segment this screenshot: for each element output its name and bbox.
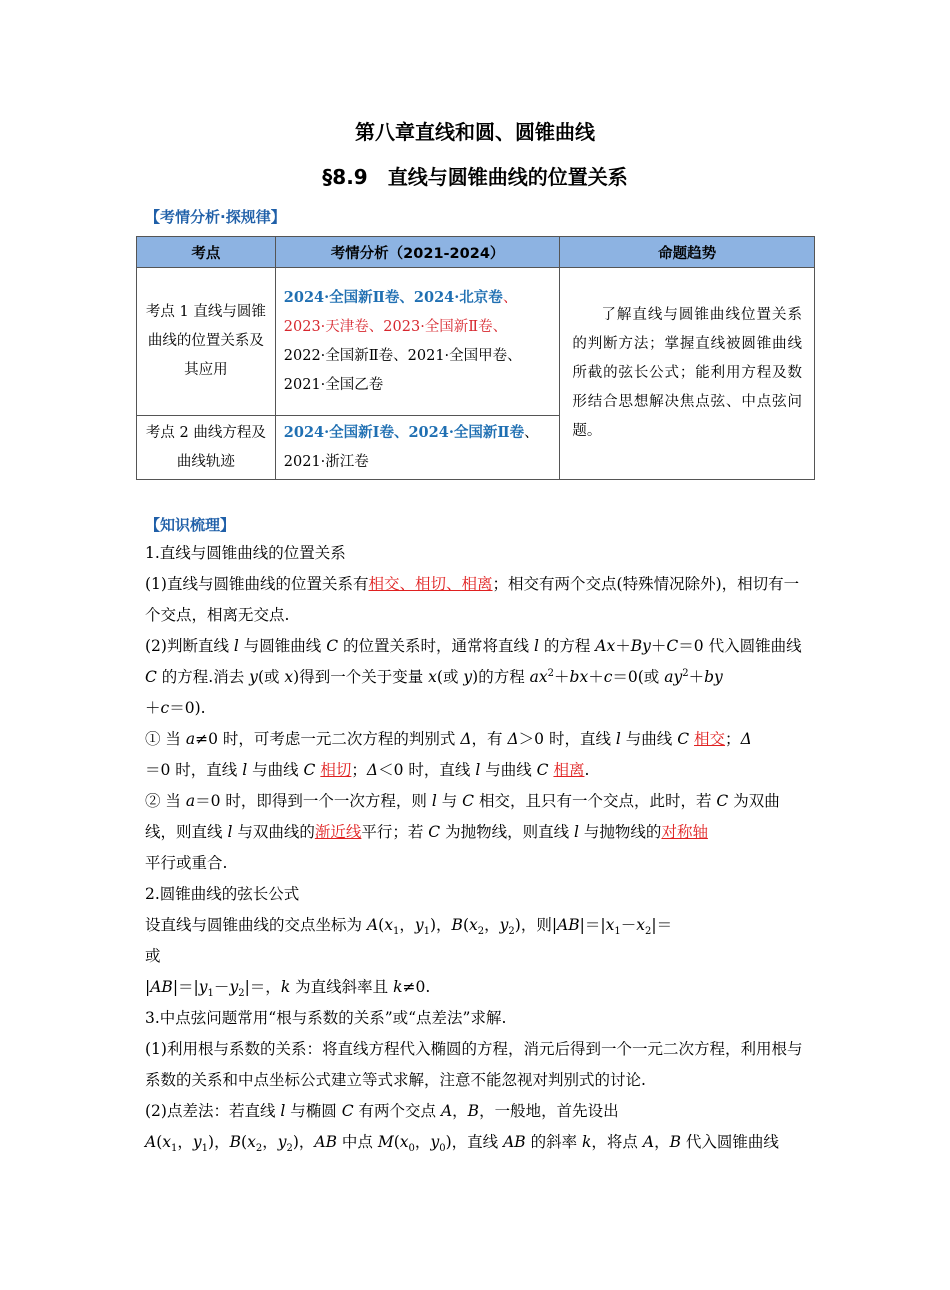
analysis-item-2024: 2024·全国新Ⅱ卷、2024·北京卷 bbox=[283, 289, 503, 306]
table-header-row bbox=[137, 237, 815, 268]
table-row bbox=[137, 268, 815, 416]
paragraph-7: $|AB|=|y_1-y_2|=$，k 为直线斜率且 k≠0. bbox=[145, 978, 431, 1000]
section-title: §8.9 直线与圆锥曲线的位置关系 bbox=[322, 165, 628, 189]
exam-analysis-table bbox=[136, 236, 815, 480]
separator: 、 bbox=[502, 290, 518, 306]
section-heading-2: 2.圆锥曲线的弦长公式 bbox=[145, 885, 300, 903]
exam-analysis-cell bbox=[275, 416, 560, 480]
knowledge-tag: 【知识梳理】 bbox=[145, 516, 236, 534]
paragraph-6: 或 bbox=[145, 947, 161, 965]
section-heading-1: 1.直线与圆锥曲线的位置关系 bbox=[145, 544, 346, 562]
column-header-point: 考点 bbox=[137, 237, 276, 268]
paragraph-5: 设直线与圆锥曲线的交点坐标为 $A(x_1$，$y_1$)，$B(x_2$，$y_2$)，则$|AB|=|x_1-x_2|=$ bbox=[145, 916, 673, 938]
paragraph-10: $A(x_1$，$y_1$)，$B(x_2$，$y_2$)，AB 中点 $M(x_0$，$y_0$)，直线 AB 的斜率 k，将点 A，B 代入圆锥曲线 bbox=[145, 1133, 779, 1155]
paragraph-9: (2)点差法：若直线 l 与椭圆 C 有两个交点 A，B，一般地，首先设出 bbox=[145, 1102, 619, 1120]
exam-analysis-cell bbox=[275, 268, 560, 416]
analysis-item-2023: 2023·天津卷、2023·全国新Ⅱ卷 bbox=[283, 319, 493, 335]
exam-point-cell: 考点 2 曲线方程及曲线轨迹 bbox=[137, 416, 276, 480]
column-header-analysis: 考情分析（2021-2024） bbox=[275, 237, 560, 268]
chapter-title: 第八章直线和圆、圆锥曲线 bbox=[355, 120, 595, 144]
trend-cell: 了解直线与圆锥曲线位置关系的判断方法；掌握直线被圆锥曲线所截的弦长公式；能利用方程及数形结合思想解决焦点弦、中点弦问题。 bbox=[560, 268, 815, 480]
paragraph-8: (1)利用根与系数的关系：将直线方程代入椭圆的方程，消元后得到一个一元二次方程，利用根与系数的关系和中点坐标公式建立等式求解，注意不能忽视对判别式的讨论. bbox=[145, 1040, 803, 1089]
paragraph-2: (2)判断直线 l 与圆锥曲线 C 的位置关系时，通常将直线 l 的方程 Ax＋By＋C＝0 代入圆锥曲线 C 的方程.消去 y(或 x)得到一个关于变量 x(或 y)的方程 $ax^2+bx+c=0$(或 $ay^2+by$ ＋c＝0). bbox=[145, 637, 802, 717]
paragraph-1: (1)直线与圆锥曲线的位置关系有相交、相切、相离；相交有两个交点(特殊情况除外)，相切有一个交点，相离无交点. bbox=[145, 575, 800, 624]
analysis-item-2024: 2024·全国新Ⅰ卷、2024·全国新Ⅱ卷 bbox=[283, 424, 525, 441]
exam-point-cell: 考点 1 直线与圆锥曲线的位置关系及其应用 bbox=[137, 268, 276, 416]
analysis-item-2022-2021: 2022·全国新Ⅱ卷、2021·全国甲卷、2021·全国乙卷 bbox=[283, 348, 522, 393]
paragraph-4: ② 当 a＝0 时，即得到一个一次方程，则 l 与 C 相交，且只有一个交点，此时，若 C 为双曲线，则直线 l 与双曲线的渐近线平行；若 C 为抛物线，则直线 l 与抛物线的对称轴 平行或重合. bbox=[145, 792, 780, 872]
section-heading-3: 3.中点弦问题常用“根与系数的关系”或“点差法”求解. bbox=[145, 1009, 507, 1027]
exam-analysis-tag: 【考情分析·探规律】 bbox=[145, 208, 286, 226]
analysis-item-2021: 、2021·浙江卷 bbox=[283, 425, 539, 470]
column-header-trend: 命题趋势 bbox=[560, 237, 815, 268]
knowledge-body bbox=[145, 538, 803, 1158]
paragraph-3: ① 当 a≠0 时，可考虑一元二次方程的判别式 Δ，有 Δ＞0 时，直线 l 与曲线 C 相交；Δ ＝0 时，直线 l 与曲线 C 相切；Δ＜0 时，直线 l 与曲线 C 相离. bbox=[145, 730, 752, 779]
separator: 、 bbox=[492, 319, 508, 335]
